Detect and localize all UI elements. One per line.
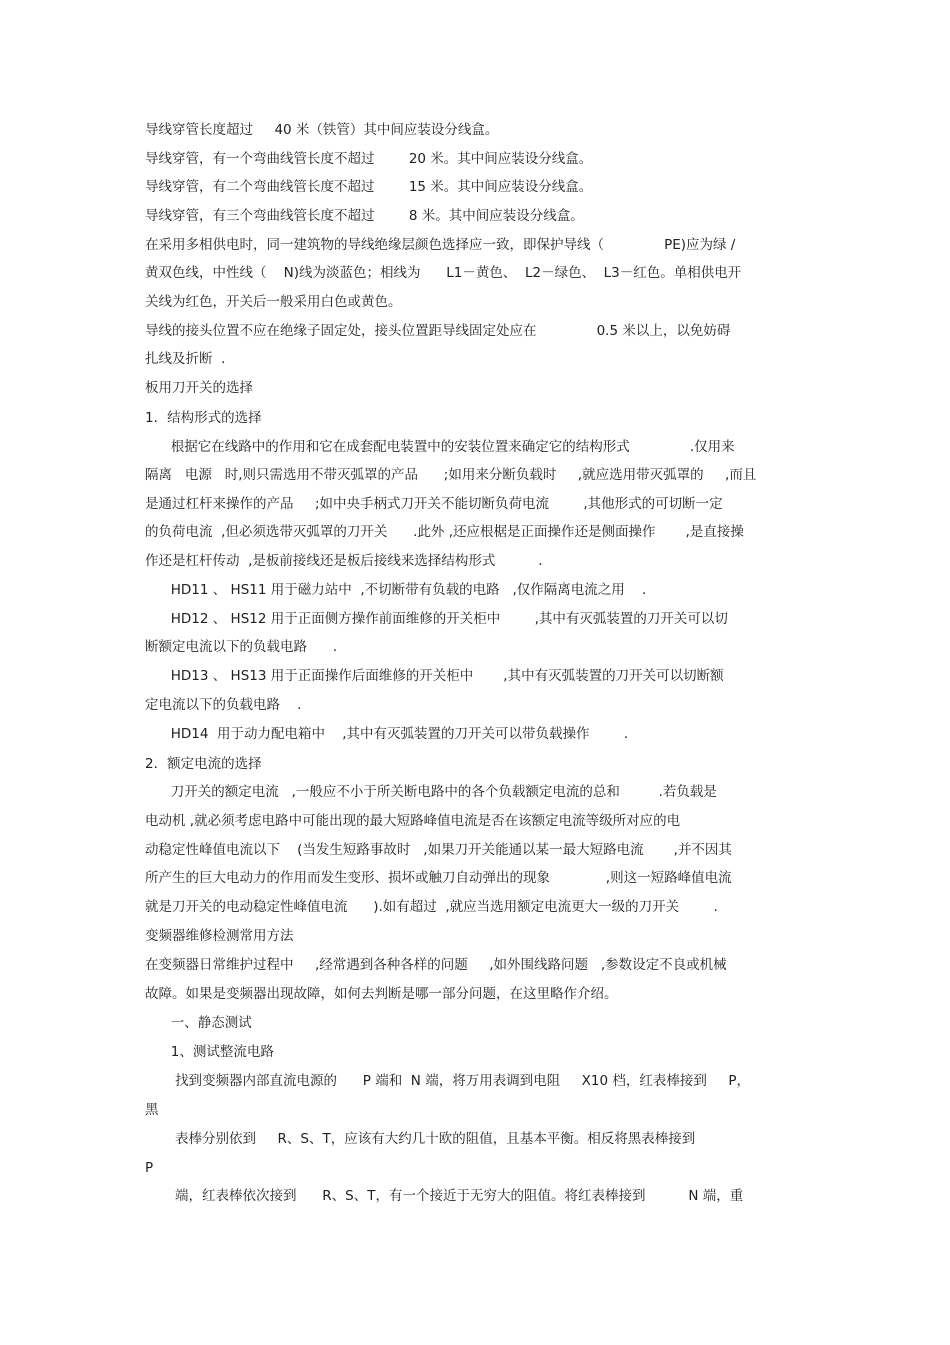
text-line: 就是刀开关的电动稳定性峰值电流 ).如有超过 ,就应当选用额定电流更大一级的刀开关 . [145, 899, 718, 915]
section-heading: 板用刀开关的选择 [145, 380, 253, 396]
text-line: 黄双色线，中性线（ N)线为淡蓝色；相线为 L1－黄色、 L2－绿色、 L3－红色。单相供电开 [145, 265, 742, 281]
text-line: HD14 用于动力配电箱中 ,其中有灭弧装置的刀开关可以带负载操作 . [145, 726, 629, 742]
text-line: 刀开关的额定电流 ,一般应不小于所关断电路中的各个负载额定电流的总和 .若负载是 [145, 784, 717, 800]
text-line: 黑 [145, 1102, 159, 1118]
text-line: 动稳定性峰值电流以下 (当发生短路事故时 ,如果刀开关能通以某一最大短路电流 ,并不因其 [145, 842, 732, 858]
text-line: 断额定电流以下的负载电路 . [145, 639, 338, 655]
text-line: 在采用多相供电时，同一建筑物的导线绝缘层颜色选择应一致，即保护导线（ PE)应为绿 / [145, 237, 736, 253]
text-line: 导线穿管，有三个弯曲线管长度不超过 8 米。其中间应装设分线盒。 [145, 208, 584, 224]
text-line: HD12 、 HS12 用于正面侧方操作前面维修的开关柜中 ,其中有灭弧装置的刀开关可以切 [145, 611, 728, 627]
text-line: 电动机 ,就必须考虑电路中可能出现的最大短路峰值电流是否在该额定电流等级所对应的电 [145, 813, 681, 829]
text-line: 的负荷电流 ,但必须选带灭弧罩的刀开关 .此外 ,还应根椐是正面操作还是侧面操作 ,是直接操 [145, 524, 744, 540]
text-line: 根据它在线路中的作用和它在成套配电装置中的安装位置来确定它的结构形式 .仅用来 [145, 439, 735, 455]
text-line: 导线穿管，有二个弯曲线管长度不超过 15 米。其中间应装设分线盒。 [145, 179, 593, 195]
text-line: 扎线及折断 . [145, 351, 226, 367]
subsection-heading: 一、静态测试 [145, 1015, 252, 1031]
text-line: P [145, 1160, 154, 1176]
text-line: 在变频器日常维护过程中 ,经常遇到各种各样的问题 ,如外围线路问题 ,参数设定不良或机械 [145, 957, 727, 973]
text-line: 故障。如果是变频器出现故障，如何去判断是哪一部分问题，在这里略作介绍。 [145, 986, 618, 1002]
text-line: 是通过杠杆来操作的产品 ;如中央手柄式刀开关不能切断负荷电流 ,其他形式的可切断一定 [145, 496, 723, 512]
subsection-heading: 1、测试整流电路 [145, 1044, 274, 1060]
text-line: 端，红表棒依次接到 R、S、T，有一个接近于无穷大的阻值。将红表棒接到 N 端，重 [145, 1188, 744, 1204]
text-line: HD11 、 HS11 用于磁力站中 ,不切断带有负载的电路 ,仅作隔离电流之用 . [145, 582, 647, 598]
text-line: 导线穿管长度超过 40 米（铁管）其中间应装设分线盒。 [145, 122, 499, 138]
text-line: 表棒分别依到 R、S、T，应该有大约几十欧的阻值，且基本平衡。相反将黑表棒接到 [145, 1131, 696, 1147]
subsection-heading: 2．额定电流的选择 [145, 756, 262, 772]
text-line: 关线为红色，开关后一般采用白色或黄色。 [145, 294, 402, 310]
subsection-heading: 1．结构形式的选择 [145, 410, 262, 426]
text-line: 定电流以下的负载电路 . [145, 697, 302, 713]
text-line: 导线穿管，有一个弯曲线管长度不超过 20 米。其中间应装设分线盒。 [145, 151, 593, 167]
text-line: 隔离 电源 时,则只需选用不带灭弧罩的产品 ;如用来分断负载时 ,就应选用带灭弧罩的 ,而且 [145, 467, 757, 483]
text-line: 所产生的巨大电动力的作用而发生变形、损坏或触刀自动弹出的现象 ,则这一短路峰值电流 [145, 870, 732, 886]
text-line: HD13 、 HS13 用于正面操作后面维修的开关柜中 ,其中有灭弧装置的刀开关可以切断额 [145, 668, 724, 684]
section-heading: 变频器维修检测常用方法 [145, 928, 294, 944]
text-line: 作还是杠杆传动 ,是板前接线还是板后接线来选择结构形式 . [145, 553, 543, 569]
text-line: 找到变频器内部直流电源的 P 端和 N 端，将万用表调到电阻 X10 档，红表棒接到 P， [145, 1073, 750, 1089]
text-line: 导线的接头位置不应在绝缘子固定处，接头位置距导线固定处应在 0.5 米以上，以免妨碍 [145, 323, 731, 339]
